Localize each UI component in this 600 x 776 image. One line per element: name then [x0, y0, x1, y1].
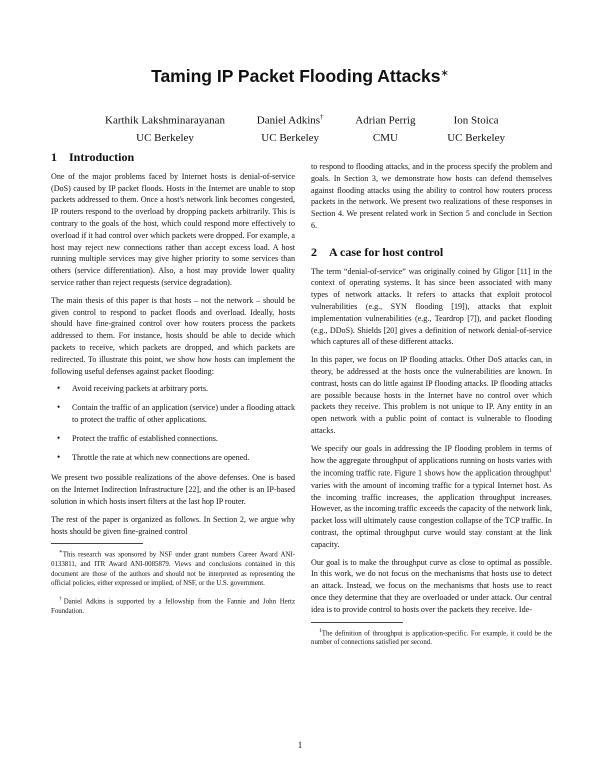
paragraph: The main thesis of this paper is that hosts – not the network – should be given control to respond to packet floods and overload. Ideally, hosts should have fine-grained control over how routers process the packets addressed to them. For instance, hosts should be able to decide which packets to receive, which packets are dropped, and which packets are redirected. To illustrate this point, we show how hosts can implement the following useful defenses against packet flooding:: [51, 295, 295, 376]
footnote-divider: [51, 543, 143, 544]
list-item: • Protect the traffic of established connections.: [57, 433, 295, 445]
page-number: 1: [297, 740, 303, 750]
section-2-heading: 2 A case for host control: [311, 244, 444, 259]
right-column: [311, 161, 552, 654]
footnote-divider: [311, 622, 403, 623]
list-item: • Contain the traffic of an application (service) under a flooding attack to protect the traffic of other applications.: [57, 402, 295, 426]
paragraph: One of the major problems faced by Internet hosts is denial-of-service (DoS) caused by IP packet floods. Hosts in the Internet are unable to stop packets addressed to them. Once a host's network link becomes congested, IP routers respond to the overload by dropping packets arbitrarily. This is contrary to the goals of the host, which could respond more effectively to overload if it had control over which packets were dropped. For example, a host may reject new connections rather than accept excess load. A host running multiple services may give higher priority to some services than others (service differentiation). Also, a host may provide lower quality service rather than reject requests (service degradation).: [51, 171, 295, 287]
author-2: Daniel Adkins† UC Berkeley: [256, 113, 324, 144]
paragraph: Our goal is to make the throughput curve as close to optimal as possible. In this work, we do not focus on the mechanisms that hosts use to detect an attack. Instead, we focus on the mechanisms that hosts use to react once they determine that they are overloaded or under attack. Our central idea is to provide control to hosts over the packets they receive. Ide-: [311, 557, 552, 614]
footnote: $^1$The definition of throughput is application-specific. For example, it could be the number of connections satisfied per second.: [311, 627, 552, 647]
footnote: †Daniel Adkins is supported by a fellowship from the Fannie and John Hertz Foundation.: [51, 595, 296, 615]
author-3: Adrian Perrig CMU: [355, 114, 416, 144]
author-4: Ion Stoica UC Berkeley: [447, 114, 505, 144]
paragraph: In this paper, we focus on IP flooding attacks. Other DoS attacks can, in theory, be addressed at the hosts once the vulnerabilities are known. In contrast, hosts can do little against IP flooding attacks. IP flooding attacks are possible because hosts in the Internet have no control over which packets they receive. This problem is not unique to IP. Any entity in an open network with a public point of contact is vulnerable to flooding attacks.: [311, 355, 552, 435]
list-item: • Throttle the rate at which new connections are opened.: [57, 452, 295, 464]
paragraph: We specify our goals in addressing the IP flooding problem in terms of how the aggregate throughput of applications running on hosts varies with the incoming traffic rate. Figure 1 shows how the application throughput$^1$ varies with the amount of incoming traffic for a typical Internet host. As the incoming traffic increases, the application throughput increases. However, as the incoming traffic exceeds the capacity of the network link, packet loss will ultimately cause congestion collapse of the TCP traffic. In contrast, the optimal throughput curve would stay constant at the link capacity.: [311, 443, 552, 549]
left-column: [51, 152, 295, 622]
list-item: • Avoid receiving packets at arbitrary ports.: [57, 383, 295, 395]
author-list: [105, 109, 505, 147]
paragraph: The term “denial-of-service” was originally coined by Gligor [11] in the context of operating systems. It has since been associated with many types of network attacks. It refers to attacks that exploit protocol vulnerabilities (e.g., SYN flooding [19]), attacks that exploit implementation vulnerabilities (e.g., Teardrop [7]), and packet flooding (e.g., DDoS). Shields [20] gives a definition of network denial-of-service which captures all of these different attacks.: [311, 266, 552, 347]
author-1: Karthik Lakshminarayanan UC Berkeley: [105, 114, 226, 144]
paper-title: Taming IP Packet Flooding Attacks∗: [151, 66, 449, 86]
paragraph: We present two possible realizations of the above defenses. One is based on the Internet Indirection Infrastructure [22], and the other is an IP-based solution in which hosts insert filters at the last hop IP router.: [51, 473, 295, 506]
footnote: ∗This research was sponsored by NSF under grant numbers Career Award ANI-0133811, and ITR Award ANI-0085879. Views and conclusions contained in this document are those of the authors and should not be interpreted as representing the official policies, either expressed or implied, of NSF, or the U.S. government.: [51, 549, 295, 588]
defense-list: [51, 383, 295, 463]
paragraph: The rest of the paper is organized as follows. In Section 2, we argue why hosts should be given fine-grained control: [51, 514, 295, 536]
paragraph: to respond to flooding attacks, and in the process specify the problem and goals. In Section 3, we demonstrate how hosts can defend themselves against flooding attacks using the ability to control how routers process packets in the network. We present two realizations of these responses in Section 4. We present related work in Section 5 and conclude in Section 6.: [311, 162, 552, 230]
section-1-heading: 1 Introduction: [51, 150, 135, 164]
